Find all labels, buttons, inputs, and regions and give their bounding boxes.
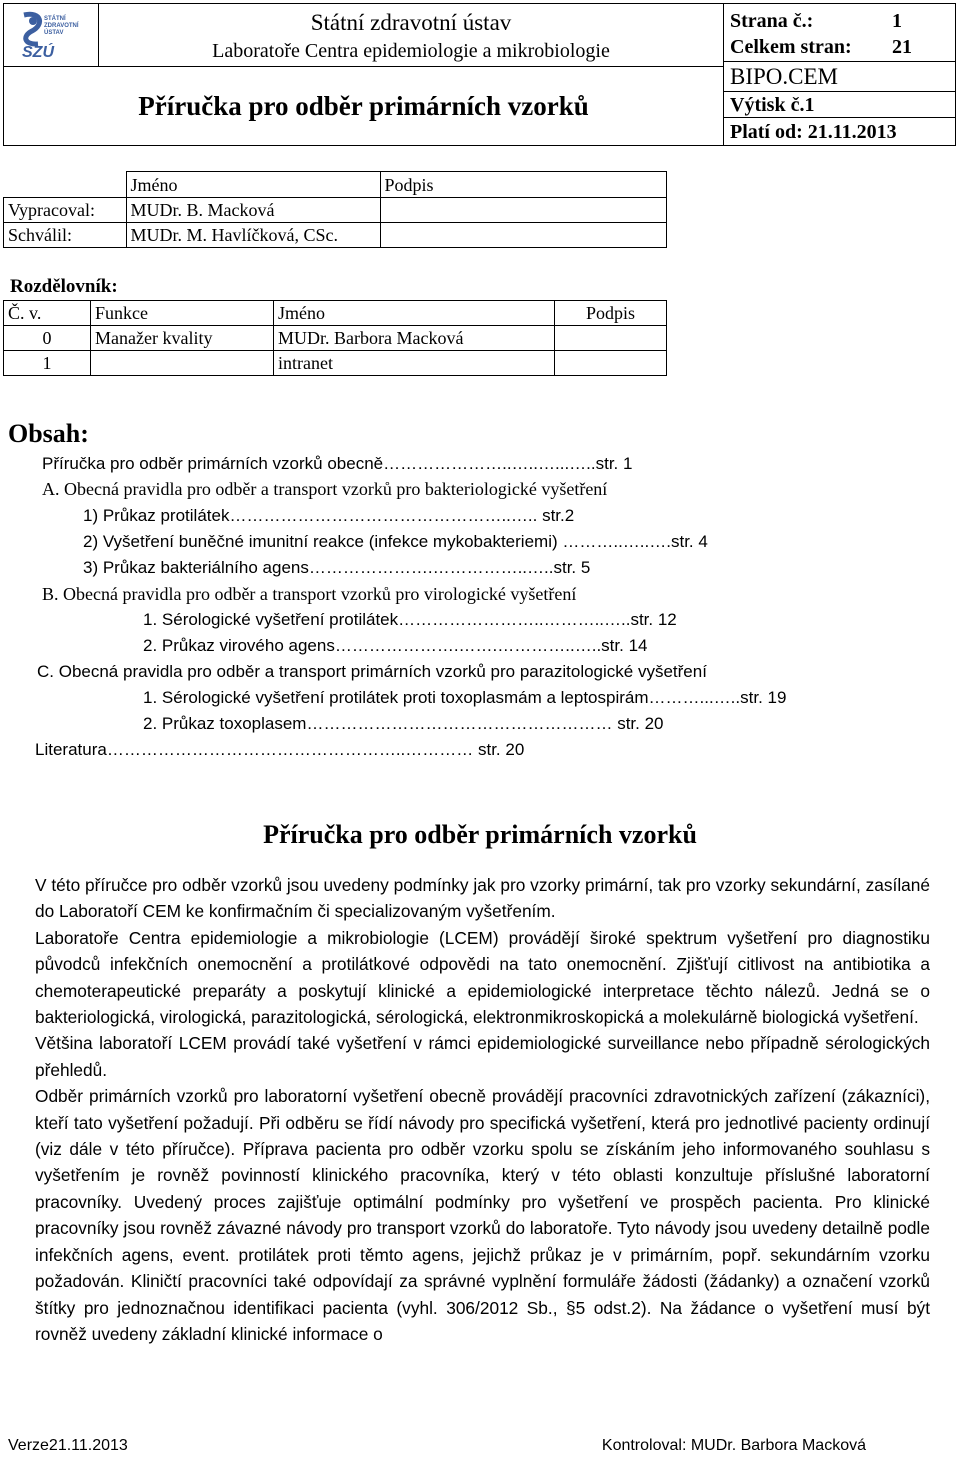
approval-name: MUDr. B. Macková [126,198,380,223]
total-value: 21 [892,36,912,58]
institute-cell [99,4,723,67]
document-title: Příručka pro odběr primárních vzorků [138,91,589,121]
dist-col-name: Jméno [274,301,555,326]
distribution-heading: Rozdělovník: [10,276,118,297]
valid-from: Platí od: 21.11.2013 [730,121,897,143]
distribution-table [3,300,667,376]
toc-entry[interactable]: 2. Průkaz virového agens………………….…….…………..…..str. 14 [143,636,648,655]
approval-table [3,171,667,248]
toc-entry[interactable]: 2) Vyšetření buněčné imunitní reakce (infekce mykobakteriemi) ………..…..….str. 4 [83,532,708,551]
approval-role: Vypracoval: [4,198,127,223]
toc-entry[interactable]: Literatura……………………………………………..………… str. 20 [35,740,525,759]
szu-logo-icon [14,11,90,61]
toc-section[interactable]: C. Obecná pravidla pro odběr a transport primárních vzorků pro parazitologické vyšetření [37,662,707,681]
dist-col-number: Č. v. [4,301,91,326]
footer-version: Verze21.11.2013 [8,1437,128,1454]
approval-col-name: Jméno [126,172,380,198]
dist-row-signature [555,351,667,376]
meta-cell [723,4,956,146]
dist-row-function [91,351,274,376]
approval-col-signature: Podpis [380,172,667,198]
total-label: Celkem stran: [730,36,852,58]
contents-heading: Obsah: [8,419,89,448]
page-value: 1 [892,10,902,32]
logo-line-3: ÚSTAV [44,30,64,36]
footer-checked: Kontroloval: MUDr. Barbora Macková [601,1437,866,1454]
institute-name: Státní zdravotní ústav [310,10,512,35]
department-name: Laboratoře Centra epidemiologie a mikrobiologie [212,40,610,62]
dist-row-signature [555,326,667,351]
doc-code: BIPO.CEM [724,62,956,92]
dist-row-number: 0 [4,326,91,351]
logo-cell [4,4,99,67]
dist-row-number: 1 [4,351,91,376]
copy-number: Výtisk č.1 [724,92,956,118]
approval-role: Schválil: [4,223,127,248]
dist-row-name: MUDr. Barbora Macková [274,326,555,351]
toc-entry[interactable]: 3) Průkaz bakteriálního agens………………….……………..…..str. 5 [83,558,591,577]
toc-entry[interactable]: 2. Průkaz toxoplasem……………………………………………… str. 20 [143,714,664,733]
toc-entry[interactable]: 1. Sérologické vyšetření protilátek……………………..………..…..str. 12 [143,610,677,629]
toc-entry[interactable]: Příručka pro odběr primárních vzorků obecně…………………..…..…...…..str. 1 [42,454,633,473]
logo-text: SZÚ [22,44,54,61]
paragraph: V této příručce pro odběr vzorků jsou uvedeny podmínky jak pro vzorky primární, tak pro vzorky sekundární, zasílané do Laboratoří CEM ke konfirmačním či specializovaným vyšetřením. [35,875,930,922]
page-info [724,4,956,62]
toc-entry[interactable]: 1. Sérologické vyšetření protilátek proti toxoplasmám a leptospirám………...…..str. 19 [143,688,787,707]
paragraph: Většina laboratoří LCEM provádí také vyšetření v rámci epidemiologické surveillance nebo případně sérologických přehledů. [35,1033,930,1080]
dist-row-name: intranet [274,351,555,376]
approval-name: MUDr. M. Havlíčková, CSc. [126,223,380,248]
dist-col-signature: Podpis [555,301,667,326]
page-label: Strana č.: [730,10,814,32]
body-text [35,872,930,1347]
dist-col-function: Funkce [91,301,274,326]
toc-entry[interactable]: 1) Průkaz protilátek…………………………………………..….. str.2 [83,506,575,525]
paragraph: Odběr primárních vzorků pro laboratorní vyšetření obecně provádějí pracovníci zdravotnických zařízení (zákazníci), kteří tato vyšetření požadují. Při odběru se řídí návody pro specifická vyšetření, která pro jednotlivé pacienty ordinují (viz dále v této příručce). Příprava pacienta pro odběr vzorku spolu se získáním jeho informovaného souhlasu s vyšetřením je rovněž povinností klinického pracovníka, který v této oblasti konzultuje příslušné laboratorní pracovníky. Uvedený proces zajišťuje optimální podmínky pro vyšetření ve prospěch pacienta. Pro klinické pracovníky jsou rovněž závazné návody pro transport vzorků do laboratoře. Tyto návody jsou uvedeny detailně podle infekčních agens, event. protilátek proti těmto agens, jejichž průkaz je v primárním, popř. sekundárním vzorku požadován. Kliničtí pracovníci také odpovídají za správné vyplnění formuláře žádosti (žádanky) a označení vzorků štítky pro jednoznačnou identifikaci pacienta (vyhl. 306/2012 Sb., §5 odst.2). Na žádance o vyšetření musí být rovněž uvedeny základní klinické informace o [35,1086,930,1344]
approval-signature [380,198,667,223]
approval-signature [380,223,667,248]
toc-section[interactable]: A. Obecná pravidla pro odběr a transport vzorků pro bakteriologické vyšetření [42,479,608,499]
approval-empty-cell [4,172,127,198]
szu-logo [14,11,90,66]
main-title: Příručka pro odběr primárních vzorků [263,820,697,849]
paragraph: Laboratoře Centra epidemiologie a mikrobiologie (LCEM) provádějí široké spektrum vyšetření pro diagnostiku původců infekčních onemocnění a protilátkové odpovědi na tato onemocnění. Zjišťují citlivost na antibiotika a chemoterapeutické preparáty a poskytují klinické a epidemiologické interpretace těchto nálezů. Jedná se o bakteriologická, virologická, parazitologická, sérologická, elektronmikroskopická a molekulárně biologická vyšetření. [35,927,930,1028]
dist-row-function: Manažer kvality [91,326,274,351]
document-header [3,3,956,146]
logo-line-2: ZDRAVOTNÍ [44,23,79,29]
toc-section[interactable]: B. Obecná pravidla pro odběr a transport vzorků pro virologické vyšetření [42,584,577,604]
logo-line-1: STÁTNÍ [44,16,66,22]
title-cell [4,67,723,146]
